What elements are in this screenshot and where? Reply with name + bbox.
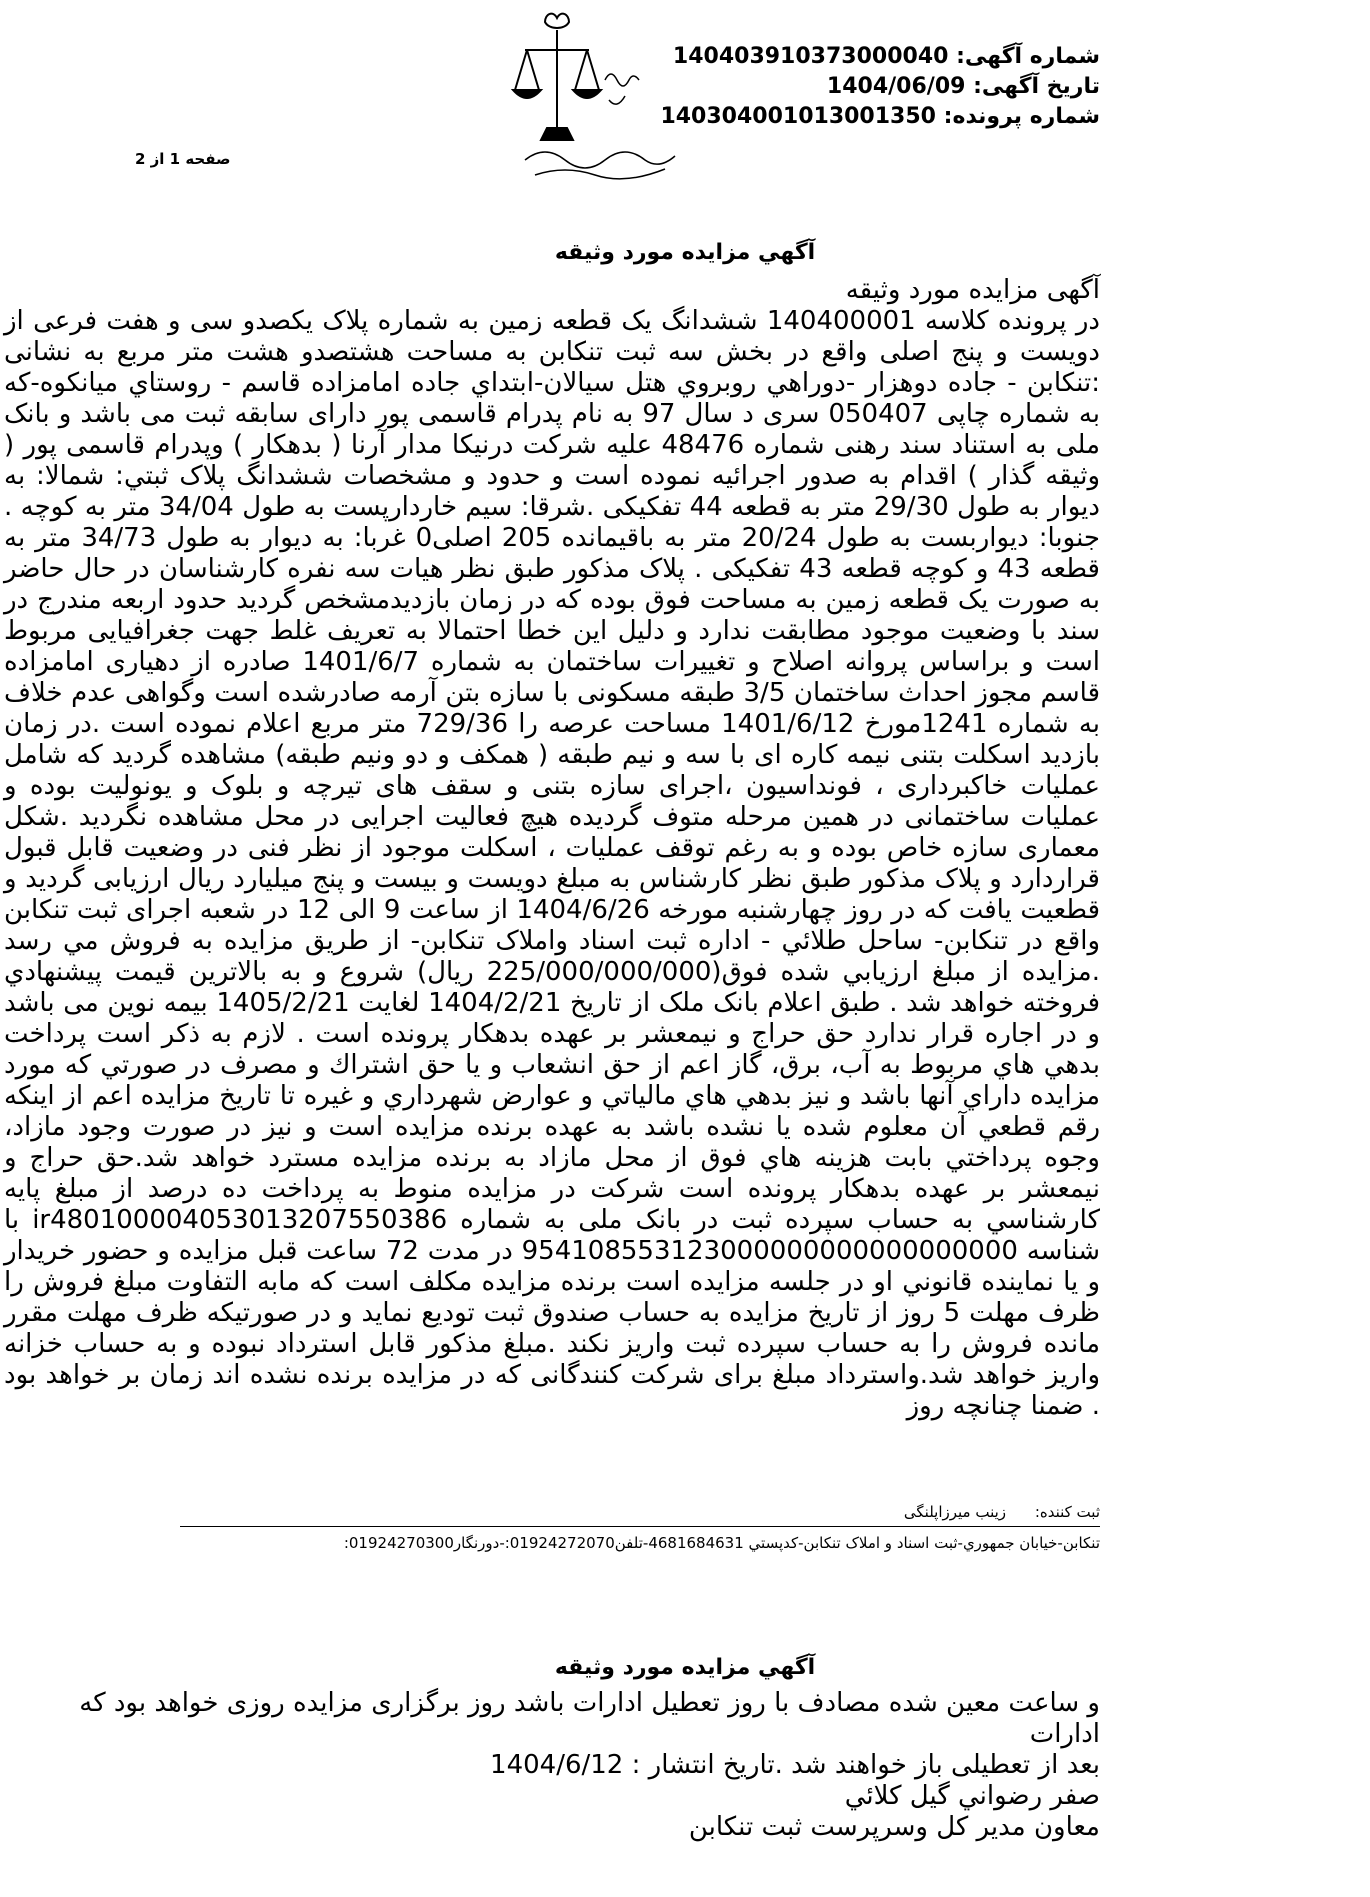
registrar-name: زینب میرزاپلنگی [903,1503,1007,1521]
page2-title: آگهي مزايده مورد وثيقه [554,1655,816,1680]
page-number: صفحه 1 از 2 [135,150,231,168]
ad-date: 1404/06/09 [826,74,966,99]
case-number: 140304001013001350 [660,104,936,129]
case-number-row [660,102,1100,132]
ad-date-row [827,72,1100,102]
signer-name: صفر رضواني گيل كلائي [844,1781,1100,1811]
announcement-body [4,275,1100,1422]
case-number-label: شماره پرونده: [943,104,1100,129]
page2-line-1: و ساعت معین شده مصادف با روز تعطیل ادارات باشد روز برگزاری مزایده روزی خواهد بود که ادارات [79,1688,1100,1749]
page2-body [4,1688,1100,1843]
page2-line-2: بعد از تعطیلی باز خواهند شد .تاریخ انتشار : 1404/6/12 [490,1750,1100,1780]
ad-number-label: شماره آگهی: [956,44,1100,69]
registrar-row [904,1503,1100,1521]
signer-title: معاون مدير كل وسرپرست ثبت تنكابن [688,1812,1100,1842]
announcement-subtitle: آگهی مزایده مورد وثیقه [845,275,1100,305]
judiciary-logo [505,10,685,190]
page-title: آگهي مزايده مورد وثيقه [554,240,816,265]
office-address: تنکابن-خيابان جمهوري-ثبت اسناد و املاک تنکابن-کدپستي 4681684631-تلفن01924272070:-دورنگار01924270300: [343,1534,1100,1552]
registrar-label: ثبت کننده: [1034,1503,1100,1521]
ad-number: 140403910373000040 [672,44,949,69]
announcement-text: در پرونده کلاسه 140400001 ششدانگ یک قطعه زمین به شماره پلاک یکصدو سی و هفت فرعی از دویست و پنج اصلی واقع در بخش سه ثبت تنکابن به مساحت هشتصدو هشت متر مربع به نشانی :تنکابن - جاده دوهزار -دوراهي روبروي هتل سيالان-ابتداي جاده امامزاده قاسم - روستاي ميانكوه-كه به شماره چاپی 050407 سری د سال 97 به نام پدرام قاسمی پور دارای سابقه ثبت می باشد و بانک ملی به استناد سند رهنی شماره 48476 علیه شرکت درنیکا مدار آرنا ( بدهکار ) وپدرام قاسمی پور ( وثیقه گذار ) اقدام به صدور اجرائیه نموده است و حدود و مشخصات ششدانگ پلاک ثبتي: شمالا: به دیوار به طول 29/30 متر به قطعه 44 تفکیکی .شرقا: سیم خاردارپست به طول 34/04 متر به کوچه . جنوبا: دیواربست به طول 20/24 متر به باقیمانده 205 اصلی0 غربا: به دیوار به طول 34/73 متر به قطعه 43 و کوچه قطعه 43 تفکیکی . پلاک مذکور طبق نظر هیات سه نفره کارشناسان در حال حاضر به صورت یک قطعه زمین به مساحت فوق بوده که در زمان بازدیدمشخص گردید حدود اربعه مندرج در سند با وضعیت موجود مطابقت ندارد و دلیل این خطا احتمالا به تعریف غلط جهت جغرافیایی مربوط است و براساس پروانه اصلاح و تغییرات ساختمان به شماره 1401/6/7 صادره از دهیاری امامزاده قاسم مجوز احداث ساختمان 3/5 طبقه مسکونی با سازه بتن آرمه صادرشده است وگواهی عدم خلاف به شماره 1241مورخ 1401/6/12 مساحت عرصه را 729/36 متر مربع اعلام نموده است .در زمان بازدید اسکلت بتنی نیمه کاره ای با سه و نیم طبقه ( همکف و دو ونیم طبقه) مشاهده گردید که شامل عملیات خاکبرداری ، فونداسیون ،اجرای سازه بتنی و سقف های تیرچه و بلوک و یونولیت بوده و عملیات ساختمانی در همین مرحله متوف گردیده هیچ فعالیت اجرایی در محل مشاهده نگردید .شکل معماری سازه خاص بوده و به رغم توقف عملیات ، اسکلت موجود از نظر فنی در وضعیت قابل قبول قراردارد و پلاک مذکور طبق نظر کارشناس به مبلغ دویست و بیست و پنج میلیارد ریال ارزیابی گردید و قطعیت یافت که در روز چهارشنبه مورخه 1404/6/26 از ساعت 9 الی 12 در شعبه اجرای ثبت تنکابن واقع در تنکابن- ساحل طلائي - اداره ثبت اسناد واملاک تنکابن- از طريق مزايده به فروش مي رسد .مزايده از مبلغ ارزيابي شده فوق(225/000/000/000 ريال) شروع و به بالاترين قيمت پيشنهادي فروخته خواهد شد . طبق اعلام بانک ملک از تاریخ 1404/2/21 لغایت 1405/2/21 بیمه نوین می باشد و در اجاره قرار ندارد حق حراج و نیمعشر بر عهده بدهکار پرونده است . لازم به ذکر است پرداخت بدهي هاي مربوط به آب، برق، گاز اعم از حق انشعاب و يا حق اشتراك و مصرف در صورتي كه مورد مزايده داراي آنها باشد و نيز بدهي هاي مالياتي و عوارض شهرداري و غيره تا تاريخ مزايده اعم از اينكه رقم قطعي آن معلوم شده يا نشده باشد به عهده برنده مزايده است و نيز در صورت وجود مازاد، وجوه پرداختي بابت هزينه هاي فوق از محل مازاد به برنده مزايده مسترد خواهد شد.حق حراج و نیمعشر بر عهده بدهکار پرونده است شرکت در مزایده منوط به پرداخت ده درصد از مبلغ پایه کارشناسي به حساب سپرده ثبت در بانک ملی به شماره ir480100004053013207550386 با شناسه 954108553123000000000000000000 در مدت 72 ساعت قبل مزایده و حضور خریدار و یا نماینده قانوني او در جلسه مزايده است برنده مزايده مکلف است که مابه التفاوت مبلغ فروش را ظرف مهلت 5 روز از تاريخ مزايده به حساب صندوق ثبت توديع نمايد و در صورتيكه ظرف مهلت مقرر مانده فروش را به حساب سپرده ثبت واريز نكند .مبلغ مذکور قابل استرداد نبوده و به حساب خزانه واریز خواهد شد.واسترداد مبلغ برای شرکت کنندگانی که در مزایده برنده نشده اند زمان بر خواهد بود . ضمنا چنانچه روز [4,306,1101,1421]
ad-date-label: تاریخ آگهی: [973,74,1100,99]
footer-divider [180,1526,1100,1527]
ad-number-row [673,42,1100,72]
